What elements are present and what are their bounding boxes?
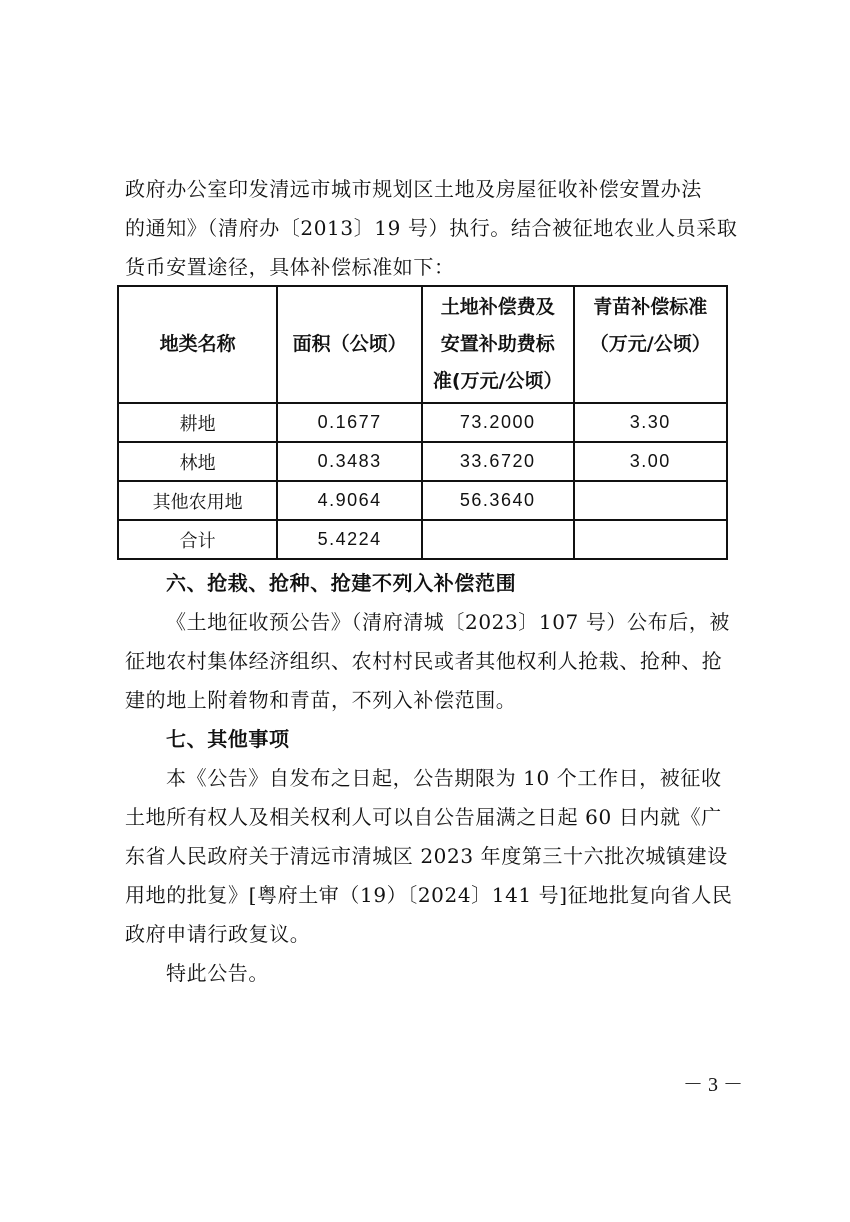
table-row <box>118 442 727 481</box>
cell-area: 4.9064 <box>277 481 422 520</box>
compensation-table <box>117 285 728 560</box>
intro-line-2: 的通知》（清府办〔2013〕19 号）执行。结合被征地农业人员采取 <box>125 216 738 240</box>
cell-land-compensation: 56.3640 <box>422 481 574 520</box>
section-7-heading: 七、其他事项 <box>166 727 290 751</box>
cell-crop-compensation: 3.30 <box>574 403 727 442</box>
cell-area: 5.4224 <box>277 520 422 559</box>
cell-crop-compensation <box>574 481 727 520</box>
cell-area: 0.3483 <box>277 442 422 481</box>
cell-area: 0.1677 <box>277 403 422 442</box>
cell-land-compensation <box>422 520 574 559</box>
cell-land-type: 合计 <box>118 520 277 559</box>
cell-land-type: 其他农用地 <box>118 481 277 520</box>
section-6-line-2: 征地农村集体经济组织、农村村民或者其他权利人抢栽、抢种、抢 <box>125 649 723 673</box>
cell-land-compensation: 33.6720 <box>422 442 574 481</box>
header-land-compensation: 土地补偿费及 安置补助费标 准(万元/公顷） <box>422 286 574 403</box>
cell-crop-compensation <box>574 520 727 559</box>
header-crop-compensation: 青苗补偿标准 （万元/公顷） <box>574 286 727 403</box>
cell-land-type: 林地 <box>118 442 277 481</box>
closing-text: 特此公告。 <box>166 961 269 985</box>
section-7-line-4: 用地的批复》[粤府土审（19）〔2024〕141 号]征地批复向省人民 <box>125 883 733 907</box>
section-6-line-3: 建的地上附着物和青苗，不列入补偿范围。 <box>125 688 517 712</box>
section-7-line-2: 土地所有权人及相关权利人可以自公告届满之日起 60 日内就《广 <box>125 805 722 829</box>
table-header-row <box>118 286 727 403</box>
page-number: － 3 － <box>683 1074 743 1096</box>
section-7-line-1: 本《公告》自发布之日起，公告期限为 10 个工作日，被征收 <box>166 766 722 790</box>
cell-land-compensation: 73.2000 <box>422 403 574 442</box>
section-7-line-5: 政府申请行政复议。 <box>125 922 311 946</box>
section-7-line-3: 东省人民政府关于清远市清城区 2023 年度第三十六批次城镇建设 <box>125 844 728 868</box>
section-6-heading: 六、抢栽、抢种、抢建不列入补偿范围 <box>166 571 517 595</box>
cell-land-type: 耕地 <box>118 403 277 442</box>
intro-line-1: 政府办公室印发清远市城市规划区土地及房屋征收补偿安置办法 <box>125 177 702 201</box>
table-row <box>118 481 727 520</box>
intro-line-3: 货币安置途径，具体补偿标准如下： <box>125 255 455 279</box>
header-area: 面积（公顷） <box>277 286 422 403</box>
section-6-line-1: 《土地征收预公告》（清府清城〔2023〕107 号）公布后，被 <box>166 610 731 634</box>
table-total-row <box>118 520 727 559</box>
header-land-type: 地类名称 <box>118 286 277 403</box>
table-row <box>118 403 727 442</box>
cell-crop-compensation: 3.00 <box>574 442 727 481</box>
